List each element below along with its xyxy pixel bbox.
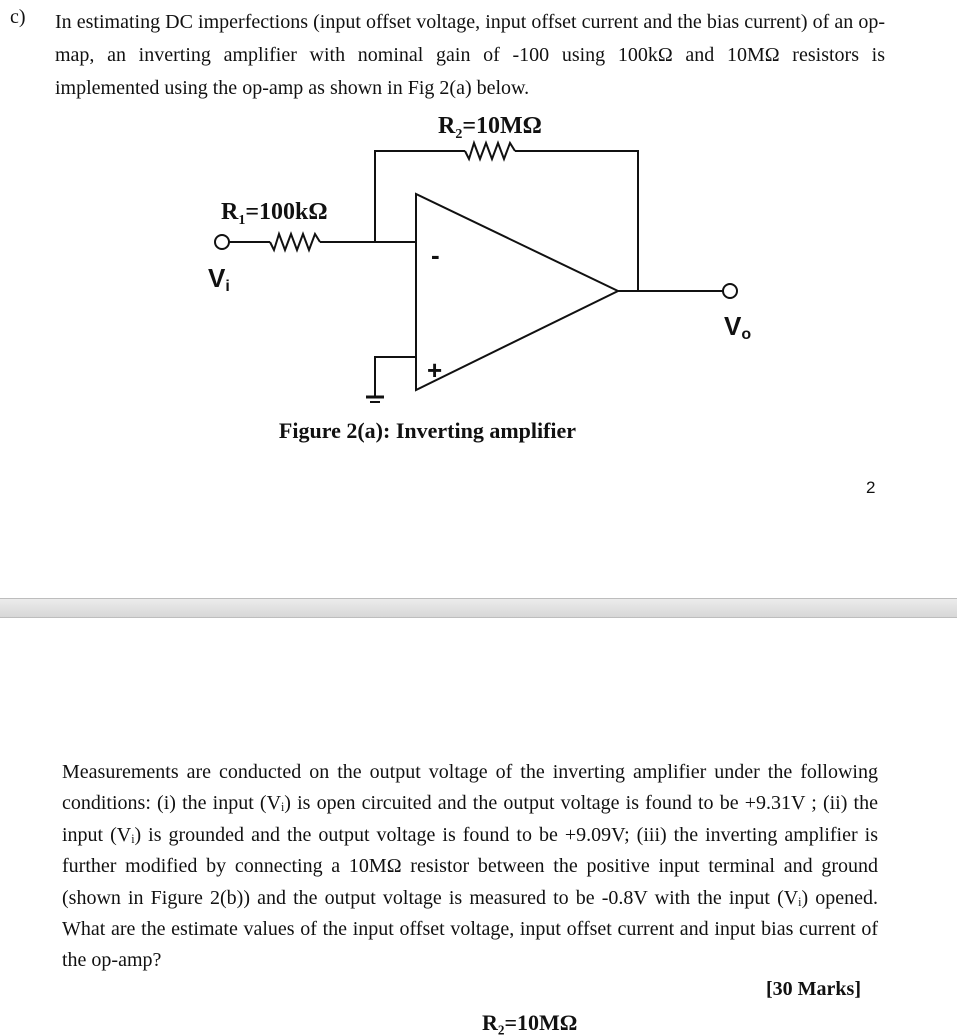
inverting-input-sign: -	[431, 240, 440, 270]
vi-terminal	[215, 235, 229, 249]
page-number: 2	[866, 478, 876, 497]
page-break-divider	[0, 598, 957, 618]
r1-resistor	[270, 234, 320, 250]
marks-label: [30 Marks]	[766, 978, 861, 1000]
vo-label: Vo	[724, 311, 752, 343]
non-inverting-input-sign: +	[427, 355, 443, 385]
question-label: c)	[10, 6, 26, 28]
question-text: In estimating DC imperfections (input offset voltage, input offset current and the bias current) of an op-map, an inverting amplifier with nominal gain of -100 using 100kΩ and 10MΩ resistors is implemented using the op-amp as shown in Fig 2(a) below.	[55, 11, 885, 99]
r2-label: $R_2=10M\Omega$	[438, 113, 542, 142]
measurements-question-text: Measurements are conducted on the output voltage of the inverting amplifier under the following conditions: (i) the input (Vᵢ) is open circuited and the output voltage is found to be +9.31V ; (ii) the input (Vᵢ) is grounded and the output voltage is found to be +9.09V; (iii) the inverting amplifier is further modified by connecting a 10MΩ resistor between the positive input terminal and ground (shown in Figure 2(b)) and the output voltage is measured to be -0.8V with the input (Vᵢ) opened. What are the estimate values of the input offset voltage, input offset current and input bias current of the op-amp?	[62, 761, 878, 972]
vo-terminal	[723, 284, 737, 298]
ground-wire	[375, 357, 416, 397]
r1-label: $R_1=100k\Omega$	[221, 199, 328, 228]
vi-label: Vi	[208, 263, 230, 295]
figure-2b-label-cutoff: R₂=10MΩ	[482, 1010, 578, 1035]
r2-resistor	[465, 143, 515, 159]
op-amp-triangle	[416, 194, 618, 390]
figure-caption: Figure 2(a): Inverting amplifier	[278, 418, 577, 443]
